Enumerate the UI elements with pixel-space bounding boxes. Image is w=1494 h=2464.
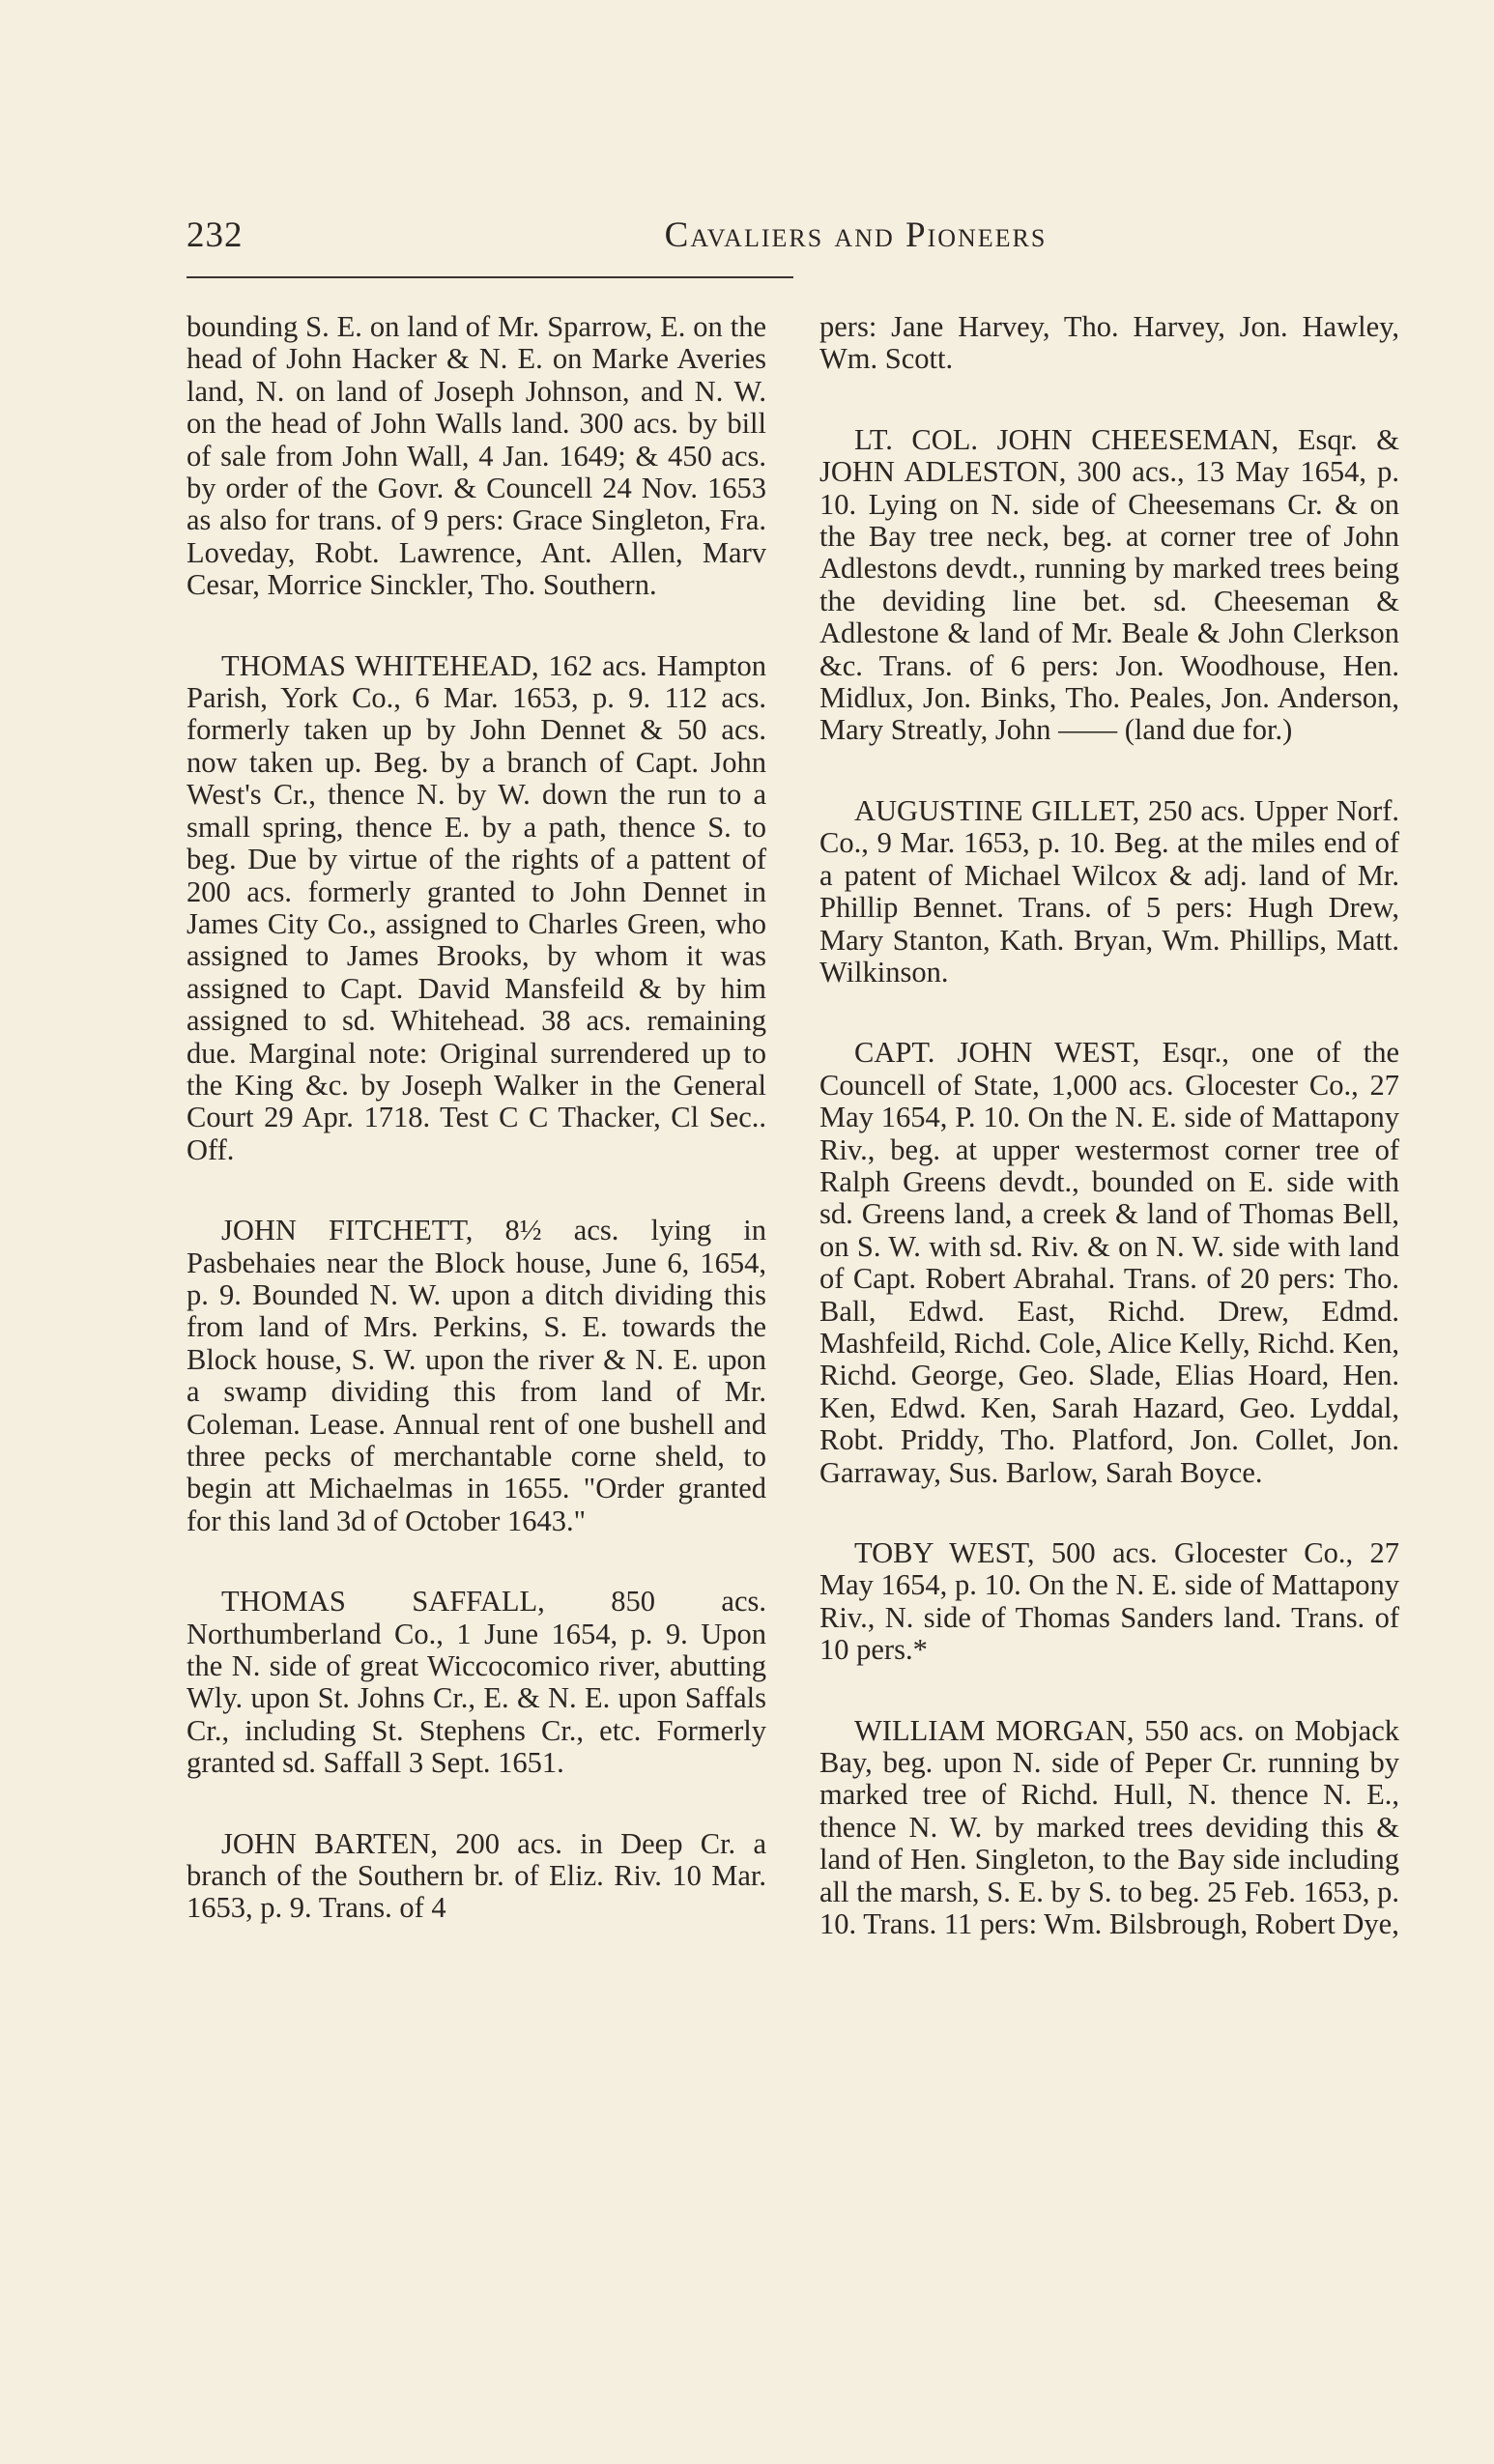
entry-thomas-saffall: THOMAS SAFFALL, 850 acs. Northumberland Co., 1 June 1654, p. 9. Upon the N. side of great Wiccocomico river, abutting Wly. upon St. Johns Cr., E. & N. E. upon Saffals Cr., including St. Stephens Cr., etc. Formerly granted sd. Saffall 3 Sept. 1651. [187, 1585, 766, 1780]
entry-john-barten: JOHN BARTEN, 200 acs. in Deep Cr. a branch of the Southern br. of Eliz. Riv. 10 Mar. 1653, p. 9. Trans. of 4 [187, 1826, 766, 1925]
entry-toby-west: TOBY WEST, 500 acs. Glocester Co., 27 May 1654, p. 10. On the N. E. side of Mattapony Riv., N. side of Thomas Sanders land. Trans. of 10 pers.* [819, 1536, 1399, 1667]
page-number: 232 [187, 215, 244, 255]
entry-john-fitchett: JOHN FITCHETT, 8½ acs. lying in Pasbehaies near the Block house, June 6, 1654, p. 9. Bounded N. W. upon a ditch dividing this from land of Mrs. Perkins, S. E. towards the Block house, S. W. upon the river & N. E. upon a swamp dividing this from land of Mr. Coleman. Lease. Annual rent of one bushell and three pecks of merchantable corne sheld, to begin att Michaelmas in 1655. "Order granted for this land 3d of October 1643." [187, 1214, 766, 1537]
entry-augustine-gillet: AUGUSTINE GILLET, 250 acs. Upper Norf. Co., 9 Mar. 1653, p. 10. Beg. at the miles end of a patent of Michael Wilcox & adj. land of Mr. Phillip Bennet. Trans. of 5 pers: Hugh Drew, Mary Stanton, Kath. Bryan, Wm. Phillips, Matt. Wilkinson. [819, 793, 1399, 988]
entry-capt-john-west: CAPT. JOHN WEST, Esqr., one of the Councell of State, 1,000 acs. Glocester Co., 27 May 1654, P. 10. On the N. E. side of Mattapony Riv., beg. at upper westermost corner tree of Ralph Greens devdt., bounded on E. side with sd. Greens land, a creek & land of Thomas Bell, on S. W. with sd. Riv. & on N. W. side with land of Capt. Robert Abrahal. Trans. of 20 pers: Tho. Ball, Edwd. East, Richd. Drew, Edmd. Mashfeild, Richd. Cole, Alice Kelly, Richd. Ken, Richd. George, Geo. Slade, Elias Hoard, Hen. Ken, Edwd. Ken, Sarah Hazard, Geo. Lyddal, Robt. Priddy, Tho. Platford, Jon. Collet, Jon. Garraway, Sus. Barlow, Sarah Boyce. [819, 1036, 1399, 1489]
entry-continuation: bounding S. E. on land of Mr. Sparrow, E. on the head of John Hacker & N. E. on Marke Averies land, N. on land of Joseph Johnson, and N. W. on the head of John Walls land. 300 acs. by bill of sale from John Wall, 4 Jan. 1649; & 450 acs. by order of the Govr. & Councell 24 Nov. 1653 as also for trans. of 9 pers: Grace Singleton, Fra. Loveday, Robt. Lawrence, Ant. Allen, Marv Cesar, Morrice Sinckler, Tho. Southern. [187, 310, 766, 602]
entry-william-morgan: WILLIAM MORGAN, 550 acs. on Mobjack Bay, beg. upon N. side of Peper Cr. running by marked tree of Richd. Hull, N. thence N. E., thence N. W. by marked trees deviding this & land of Hen. Singleton, to the Bay side including all the marsh, S. E. by S. to beg. 25 Feb. 1653, p. 10. Trans. 11 pers: Wm. Bilsbrough, Robert Dye, [819, 1713, 1399, 1941]
page-header [187, 215, 1399, 259]
header-rule [187, 276, 793, 278]
running-head: Cavaliers and Pioneers [664, 215, 1048, 255]
entry-john-cheeseman: LT. COL. JOHN CHEESEMAN, Esqr. & JOHN ADLESTON, 300 acs., 13 May 1654, p. 10. Lying on N. side of Cheesemans Cr. & on the Bay tree neck, beg. at corner tree of John Adlestons devdt., running by marked trees being the deviding line bet. sd. Cheeseman & Adlestone & land of Mr. Beale & John Clerkson &c. Trans. of 6 pers: Jon. Woodhouse, Hen. Midlux, Jon. Binks, Tho. Peales, Jon. Anderson, Mary Streatly, John —— (land due for.) [819, 422, 1399, 747]
right-column [819, 311, 1399, 1989]
entry-thomas-whitehead: THOMAS WHITEHEAD, 162 acs. Hampton Parish, York Co., 6 Mar. 1653, p. 9. 112 acs. formerly taken up by John Dennet & 50 acs. now taken up. Beg. by a branch of Capt. John West's Cr., thence N. by W. down the run to a small spring, thence E. by a path, thence S. to beg. Due by virtue of the rights of a pattent of 200 acs. formerly granted to John Dennet in James City Co., assigned to Charles Green, who assigned to James Brooks, by whom it was assigned to Capt. David Mansfeild & by him assigned to sd. Whitehead. 38 acs. remaining due. Marginal note: Original surrendered up to the King &c. by Joseph Walker in the General Court 29 Apr. 1718. Test C C Thacker, Cl Sec.. Off. [187, 648, 766, 1166]
left-column [187, 311, 766, 1973]
entry-continuation: pers: Jane Harvey, Tho. Harvey, Jon. Hawley, Wm. Scott. [819, 310, 1399, 376]
